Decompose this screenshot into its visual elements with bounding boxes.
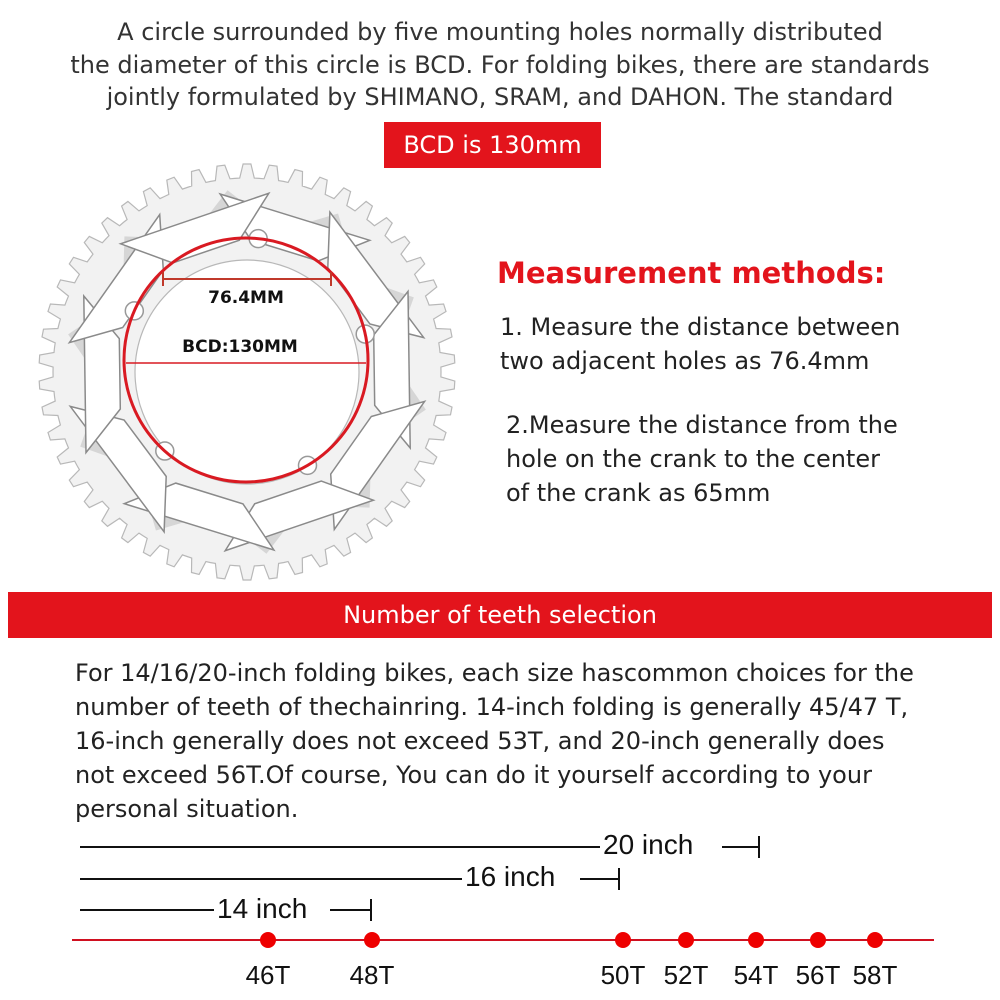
range-tick-20 [758,836,760,858]
method-line: two adjacent holes as 76.4mm [500,347,870,375]
teeth-marker [748,932,764,948]
method-line: of the crank as 65mm [506,479,771,507]
range-end-14 [330,909,370,911]
range-label-16: 16 inch [465,861,556,892]
measurement-title: Measurement methods: [497,256,886,290]
range-tick-14 [370,899,372,921]
paragraph-line: number of teeth of thechainring. 14-inch folding is generally 45/47 T, [75,693,909,721]
measurement-method-1 [500,310,900,378]
range-label-20: 20 inch [603,829,694,860]
paragraph-line: 16-inch generally does not exceed 53T, and 20-inch generally does [75,727,885,755]
teeth-label: 52T [663,960,709,990]
range-end-20 [722,846,758,848]
range-line-16 [80,878,462,880]
teeth-label: 50T [600,960,646,990]
method-line: hole on the crank to the center [506,445,880,473]
range-line-20 [80,846,600,848]
teeth-label: 48T [349,960,395,990]
hole-distance-label: 76.4MM [208,288,284,308]
teeth-marker [810,932,826,948]
teeth-label: 46T [245,960,291,990]
teeth-label: 56T [795,960,841,990]
teeth-label: 58T [852,960,898,990]
range-label-14: 14 inch [217,893,308,924]
chainring-diagram [0,0,500,590]
paragraph-line: personal situation. [75,795,299,823]
method-line: 1. Measure the distance between [500,313,901,341]
teeth-description [75,656,975,826]
intro-line: the diameter of this circle is BCD. For folding bikes, there are standards [70,50,930,79]
teeth-marker [260,932,276,948]
paragraph-line: not exceed 56T.Of course, You can do it yourself according to your [75,761,872,789]
bcd-label: BCD:130MM [182,337,298,357]
method-line: 2.Measure the distance from the [506,411,898,439]
teeth-marker [364,932,380,948]
range-end-16 [580,878,618,880]
teeth-selection-banner: Number of teeth selection [8,592,992,638]
intro-line: jointly formulated by SHIMANO, SRAM, and DAHON. The standard [106,83,894,111]
paragraph-line: For 14/16/20-inch folding bikes, each size hascommon choices for the [75,659,914,687]
teeth-label: 54T [733,960,779,990]
teeth-marker [615,932,631,948]
intro-line: A circle surrounded by five mounting holes normally distributed [117,18,883,46]
teeth-marker [678,932,694,948]
teeth-axis [72,939,934,941]
bcd-badge: BCD is 130mm [384,122,601,168]
range-tick-16 [618,868,620,890]
range-line-14 [80,909,214,911]
teeth-marker [867,932,883,948]
measurement-method-2 [506,408,898,510]
